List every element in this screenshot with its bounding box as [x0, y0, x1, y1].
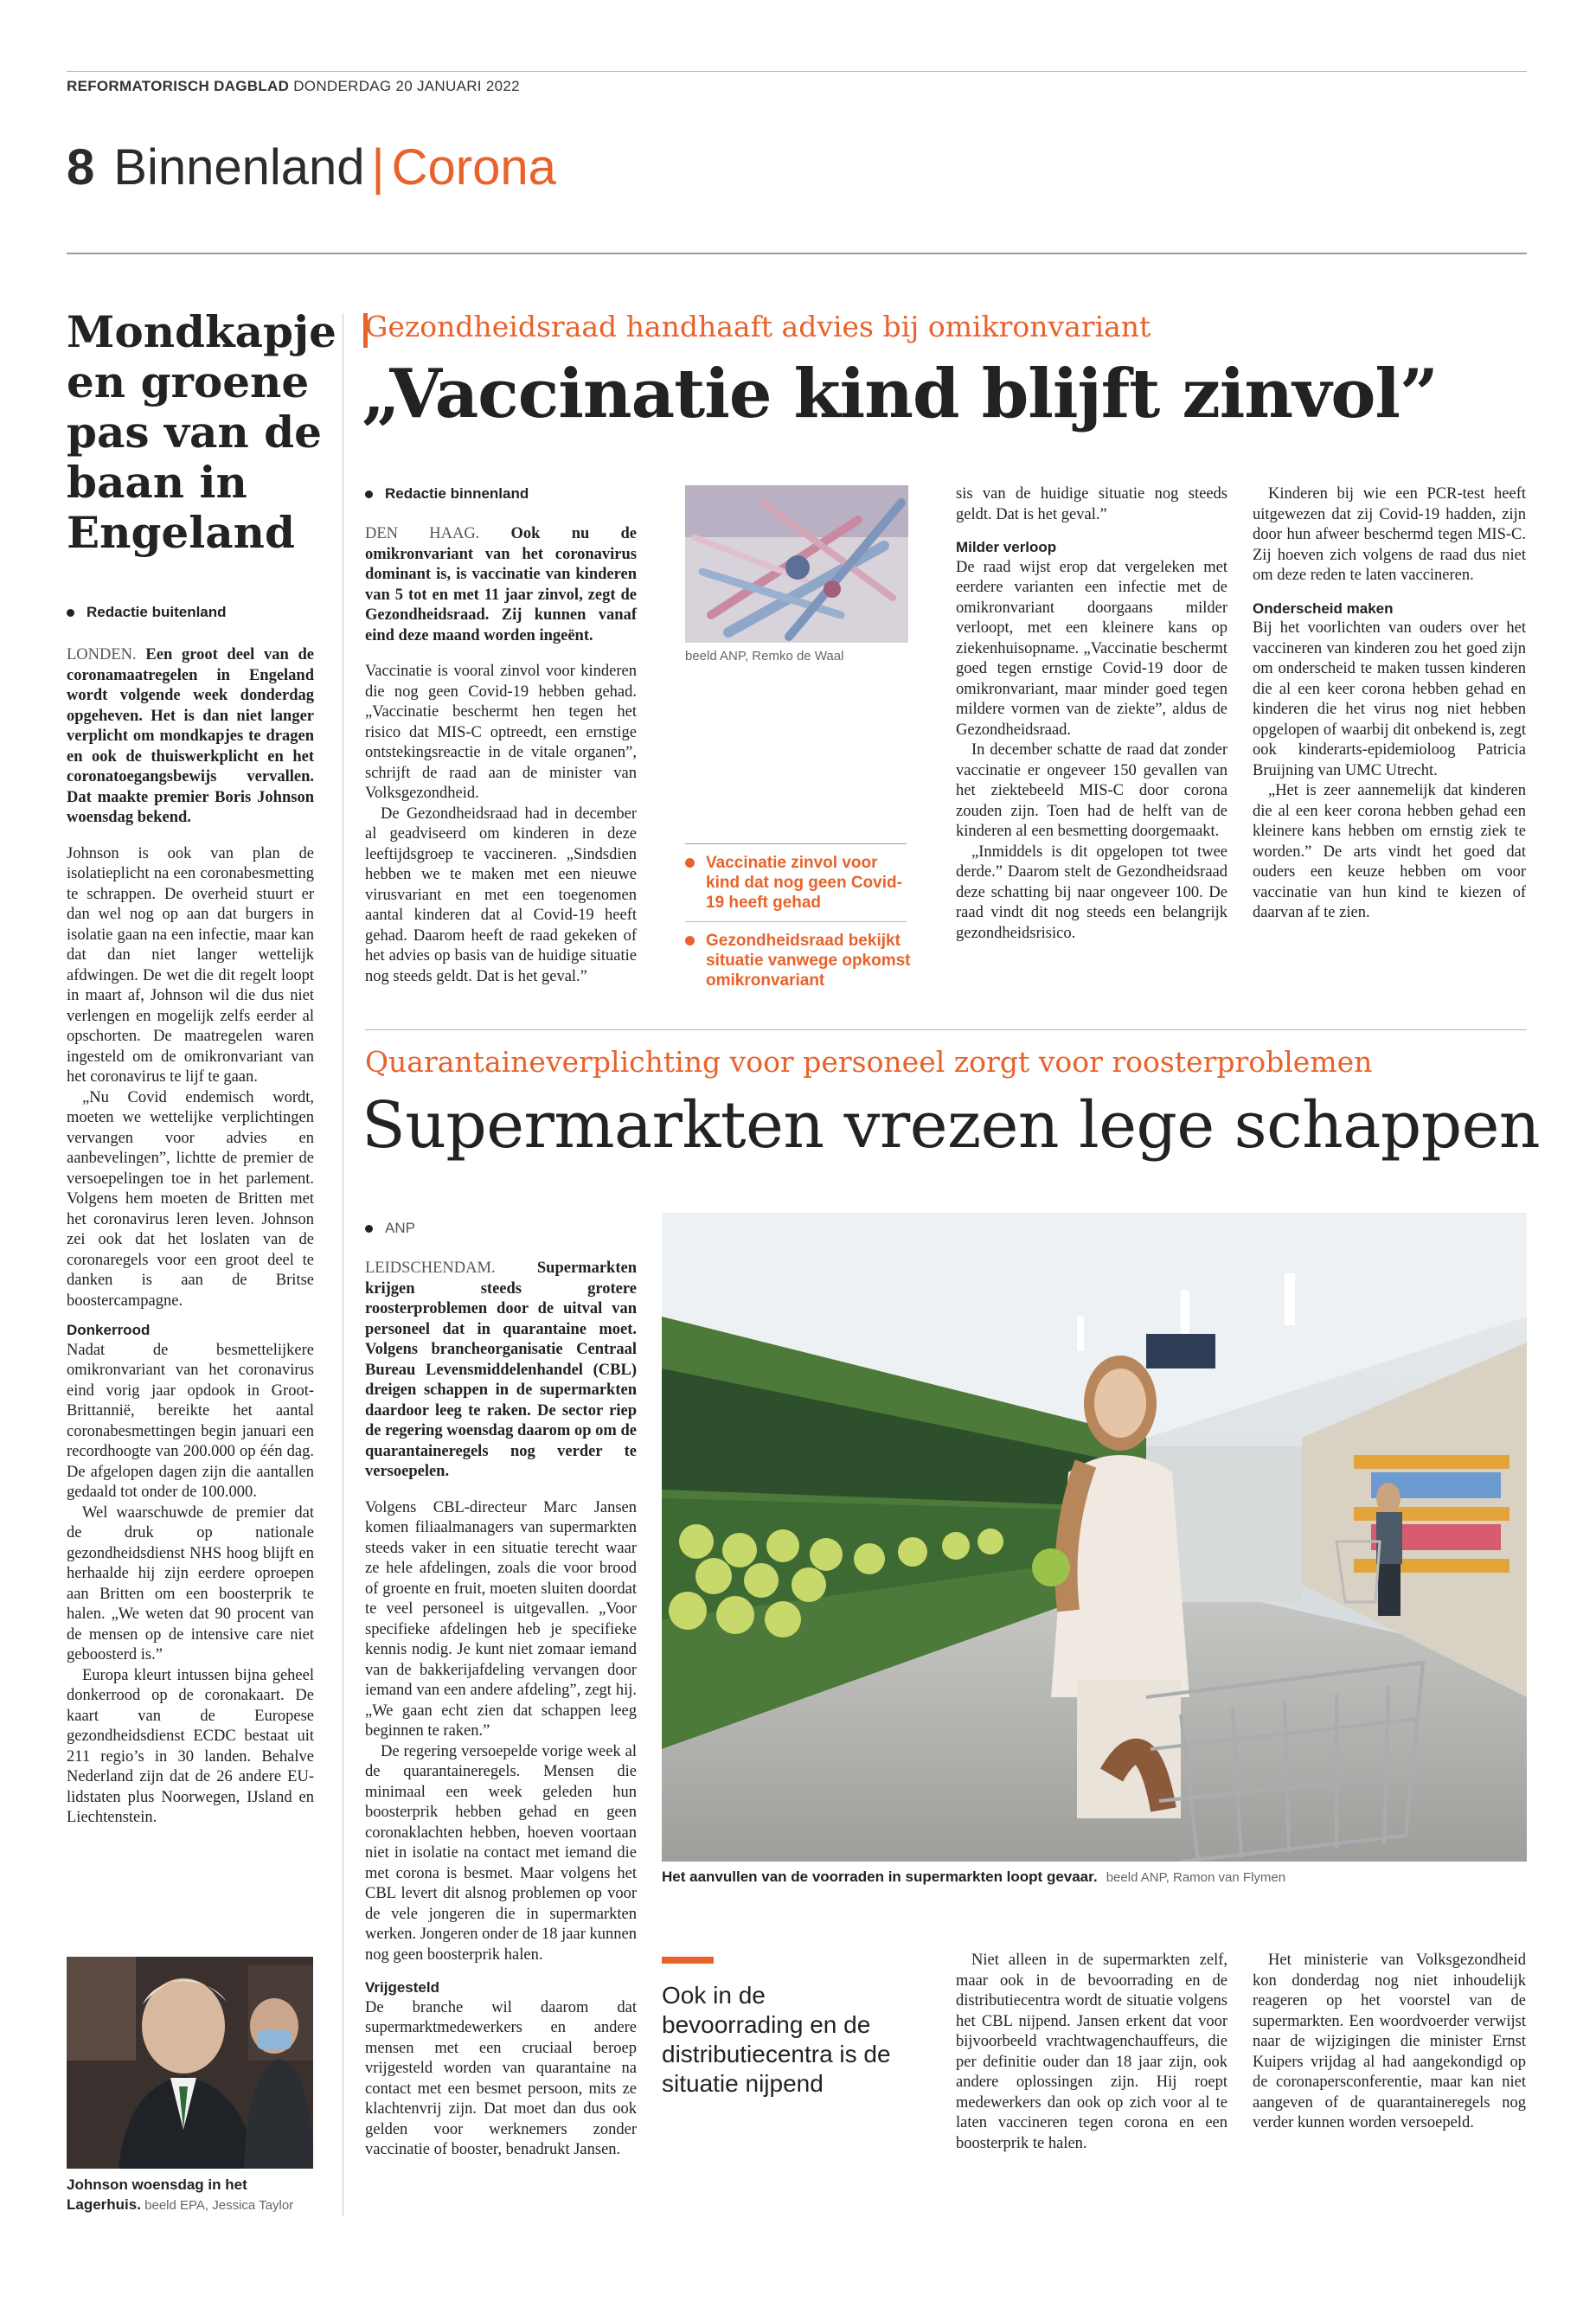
article1-highlights — [685, 853, 912, 1003]
johnson-caption-text: Johnson woensdag in het Lagerhuis. — [67, 2176, 247, 2213]
article2-lead: Supermarkten krijgen steeds grotere roosterproblemen door de uitval van personeel dat in quarantaine moet. Volgens brancheorganisatie Centraal Bureau Levensmiddelenhandel (CBL) dreigen schappen in de supermarkten daardoor leeg te raken. De sector riep de regering woensdag daarom op om de quarantaineregels nog verder te versoepelen. — [365, 1259, 637, 1480]
sidebar-dateline: LONDEN. — [67, 646, 137, 663]
article2-paragraph: De branche wil daarom dat supermarktmedewerkers en andere mensen met een cruciaal beroep vrijgesteld worden van quarantaine na contact met een besmet persoon, mits ze klachtenvrij zijn. Dat moet dan dus ook gelden voor werknemers zonder vaccinatie of booster, benadrukt Jansen. — [365, 1998, 637, 2158]
article2-paragraph: Niet alleen in de supermarkten zelf, maar ook in de bevoorrading en de distributiecentra wordt de situatie volgens het CBL nijpend. Jansen erkent dat voor bijvoorbeeld vrachtwagenchauffeurs, die per definitie ouder dan 18 jaar zijn, ook andere oplossingen zijn. Hij roept medewerkers dan ook op zich voor al te laten vaccineren tegen corona en een boosterprik te halen. — [956, 1952, 1227, 2152]
article2-column-3 — [956, 1951, 1227, 2154]
article1-paragraph: Vaccinatie is vooral zinvol voor kinderen die nog geen Covid-19 hebben gehad. „Vaccinatie beschermt hen tegen het risico dat MIS-C optreedt, een ernstige ontstekingsreactie in de vitale organen”, schrijft de raad aan de minister van Volksgezondheid. — [365, 663, 637, 802]
article1-column-4 — [1253, 484, 1526, 924]
article1-paragraph: De raad wijst erop dat vergeleken met eerdere varianten een infectie met de omikronvariant doorgaans milder verloopt, met een kleinere kans op ziekenhuisopname. „Vaccinatie beschermt goed tegen ernstige Covid-19 door de omikronvariant, maar minder goed tegen mildere vormen van de ziekte”, aldus de Gezondheidsraad. — [956, 558, 1227, 739]
supermarket-caption-text: Het aanvullen van de voorraden in supermarkten loopt gevaar. — [662, 1868, 1098, 1885]
bullets-top-rule — [685, 843, 907, 844]
article1-kicker: Gezondheidsraad handhaaft advies bij omikronvariant — [365, 310, 1151, 343]
article2-column-4 — [1253, 1951, 1526, 2134]
article1-paragraph: In december schatte de raad dat zonder vaccinatie er ongeveer 150 gevallen van het ziektebeeld MIS-C door corona zouden zijn. Toen had de helft van de kinderen al een besmetting doorgemaakt. — [956, 741, 1227, 840]
article2-dateline: LEIDSCHENDAM. — [365, 1259, 496, 1277]
johnson-photo-caption — [67, 2176, 317, 2215]
article1-headline: „Vaccinatie kind blijft zinvol” — [362, 355, 1438, 433]
paper-name: REFORMATORISCH DAGBLAD — [67, 78, 290, 94]
sidebar-paragraph: Europa kleurt intussen bijna geheel donkerrood op de coronakaart. De kaart van de Europese gezondheidsdienst ECDC bestaat uit 211 regio’s in 30 landen. Behalve Nederland zijn dat de 26 andere EU-lidstaten plus Noorwegen, IJsland en Liechtenstein. — [67, 1666, 314, 1826]
article2-headline: Supermarkten vrezen lege schappen — [362, 1088, 1541, 1163]
article2-paragraph: Het ministerie van Volksgezondheid kon donderdag nog niet inhoudelijk reageren op het voorstel van de supermarkten. Een woordvoerder verwijst naar de wijzigingen die minister Ernst Kuipers vrijdag al had aangekondigd op de coronapersconferentie, maar kan niet aangeven of de quarantaineregels nog verder kunnen worden versoepeld. — [1253, 1952, 1526, 2131]
article1-dateline: DEN HAAG. — [365, 525, 480, 542]
article2-kicker: Quarantaineverplichting voor personeel zorgt voor roosterproblemen — [365, 1045, 1373, 1079]
vaccine-photo-credit: beeld ANP, Remko de Waal — [685, 649, 844, 663]
byline-dot-icon — [365, 490, 373, 498]
sidebar-lead: Een groot deel van de coronamaatregelen in Engeland wordt volgende week donderdag opgeheven. Het is dan niet langer verplicht om mondkapjes te dragen en ook de thuiswerkplicht en het coronatoegangsbewijs vervallen. Dat maakte premier Boris Johnson woensdag bekend. — [67, 646, 314, 826]
article1-paragraph: De Gezondheidsraad had in december al geadviseerd om kinderen in deze leeftijdsgroep te vaccineren. „Sindsdien hebben we te maken met een nieuwe virusvariant en met een toegenomen aantal kinderen dat al Covid-19 heeft gehad. Daarom heeft de raad gekeken of het advies op basis van de huidige situatie nog steeds geldt. Dat is het geval.” — [365, 804, 637, 985]
johnson-photo — [67, 1957, 313, 2169]
sidebar-byline: Redactie buitenland — [67, 604, 227, 621]
article1-paragraph-continued: sis van de huidige situatie nog steeds geldt. Dat is het geval.” — [956, 485, 1227, 523]
article1-paragraph: Bij het voorlichten van ouders over het vaccineren van kinderen zou het goed zijn om onderscheid te maken tussen kinderen die al een keer corona hebben gehad en kinderen die het virus nog niet hebben opgelopen of waarbij dit onbekend is, zegt ook kinderarts-epidemioloog Patricia Bruijning van UMC Utrecht. — [1253, 619, 1526, 779]
article2-subhead: Vrijgesteld — [365, 1979, 439, 1996]
issue-date: DONDERDAG 20 JANUARI 2022 — [293, 78, 520, 94]
supermarket-photo-illustration — [662, 1213, 1527, 1862]
sidebar-paragraph: Johnson is ook van plan de isolatieplicht na een coronabesmetting te schrappen. De overheid stuurt er dan wel nog op aan dat burgers in isolatie gaan na een infectie, maar kan dat dan niet langer wettelijk afdwingen. De wet die dit regelt loopt in maart af, Johnson wil die dus niet verlengen en mogelijk zelfs eerder al opschorten. De maatregelen waren ingesteld om de omikronvariant van het coronavirus te lijf te gaan. — [67, 844, 314, 1086]
header-rule — [67, 253, 1527, 254]
article1-column-1 — [365, 524, 637, 987]
page-heading — [67, 138, 556, 196]
article1-byline: Redactie binnenland — [365, 485, 529, 503]
article1-subhead: Onderscheid maken — [1253, 599, 1394, 617]
article2-column-1 — [365, 1259, 637, 2161]
sidebar-subhead: Donkerrood — [67, 1322, 151, 1338]
vaccine-photo-illustration — [685, 485, 908, 643]
highlight-item: Vaccinatie zinvol voor kind dat nog geen Covid-19 heeft gehad — [685, 853, 912, 913]
top-rule — [67, 71, 1527, 72]
article1-paragraph: Kinderen bij wie een PCR-test heeft uitgewezen dat zij Covid-19 hadden, zijn door hun afweer beschermd tegen MIS-C. Zij hoeven zich volgens de raad dus niet om deze reden te laten vaccineren. — [1253, 485, 1526, 584]
bullets-divider — [685, 921, 907, 922]
supermarket-photo-credit: beeld ANP, Ramon van Flymen — [1106, 1870, 1286, 1885]
article1-paragraph: „Het is zeer aannemelijk dat kinderen die al een keer corona hebben gehad een kleinere kans hebben om ernstig ziek te worden.” De arts vindt het goed dat ouders een keuze hebben om voor vaccinatie van hun kind te kiezen of daarvan af te zien. — [1253, 782, 1526, 921]
sidebar-paragraph: Nadat de besmettelijkere omikronvariant van het coronavirus eind vorig jaar opdook in Groot-Brittannië, bereikte het aantal coronabesmettingen begin januari een recordhoogte van 200.000 op één dag. De afgelopen dagen zijn die aantallen gedaald tot onder de 100.000. — [67, 1341, 314, 1501]
article-separator — [365, 1029, 1527, 1030]
quote-accent-bar — [662, 1957, 714, 1964]
topic-name: Corona — [391, 139, 556, 195]
sidebar-paragraph: Wel waarschuwde de premier dat de druk op nationale gezondheidsdienst NHS hoog blijft en herhaalde hij zijn eerdere oproepen aan Britten om een boosterprik te halen. „We weten dat 90 procent van de mensen op de intensive care niet geboosterd is.” — [67, 1503, 314, 1663]
supermarket-photo — [662, 1213, 1527, 1862]
article1-lead: Ook nu de omikronvariant van het coronavirus dominant is, is vaccinatie van kinderen van 5 tot en met 11 jaar zinvol, zegt de Gezondheidsraad. Zij kunnen vanaf eind deze maand worden ingeënt. — [365, 525, 637, 644]
vaccine-photo — [685, 485, 908, 643]
sidebar-paragraph: „Nu Covid endemisch wordt, moeten we wettelijke verplichtingen vervangen voor advies en aanbevelingen”, lichtte de premier de versoepelingen toe in het parlement. Volgens hem moeten de Britten met het coronavirus leren leven. Johnson zei ook dat het loslaten van de coronaregels voor een groot deel te danken is aan de Britse boostercampagne. — [67, 1088, 314, 1310]
masthead — [67, 78, 520, 95]
article1-subhead: Milder verloop — [956, 539, 1057, 555]
supermarket-photo-caption — [662, 1868, 1285, 1886]
sidebar-headline: Mondkapje en groene pas van de baan in Engeland — [67, 306, 337, 558]
johnson-photo-credit: beeld EPA, Jessica Taylor — [144, 2198, 294, 2213]
byline-dot-icon — [365, 1225, 373, 1233]
section-separator: | — [371, 139, 385, 195]
article2-paragraph: De regering versoepelde vorige week al de quarantaineregels. Mensen die minimaal een week geleden hun boosterprik hebben gehad en geen coronaklachten hebben, hoeven voortaan niet in isolatie na contact met iemand die met corona is besmet. Maar volgens het CBL levert dit alsnog problemen op voor de vele jongeren die in supermarkten werken. Jongeren onder de 18 jaar kunnen nog geen boosterprik halen. — [365, 1742, 637, 1964]
page-number: 8 — [67, 139, 95, 195]
highlight-item: Gezondheidsraad bekijkt situatie vanwege opkomst omikronvariant — [685, 931, 912, 990]
article2-byline: ANP — [365, 1220, 415, 1237]
sidebar-body — [67, 645, 314, 1829]
johnson-photo-illustration — [67, 1957, 313, 2169]
article2-paragraph: Volgens CBL-directeur Marc Jansen komen filiaalmanagers van supermarkten steeds vaker in een situatie terecht waar ze hele afdelingen, zoals die voor brood of groente en fruit, moeten sluiten doordat te veel personeel is uitgevallen. „Voor specifieke afdelingen heb je specifieke kennis nodig. Je kunt niet zomaar iemand van de bakkerijafdeling vervangen door iemand van een andere afdeling”, zegt hij. „We gaan echt zien dat schappen leeg beginnen te raken.” — [365, 1498, 637, 1740]
article1-column-3 — [956, 484, 1227, 944]
pull-quote: Ook in de bevoorrading en de distributiecentra is de situatie nijpend — [662, 1982, 891, 2097]
article1-paragraph: „Inmiddels is dit opgelopen tot twee derde.” Daarom stelt de Gezondheidsraad deze schatting bij naar ongeveer 100. De raad vindt dit nog steeds een belangrijk gezondheidsrisico. — [956, 843, 1227, 942]
byline-dot-icon — [67, 609, 74, 617]
section-name: Binnenland — [113, 139, 365, 195]
